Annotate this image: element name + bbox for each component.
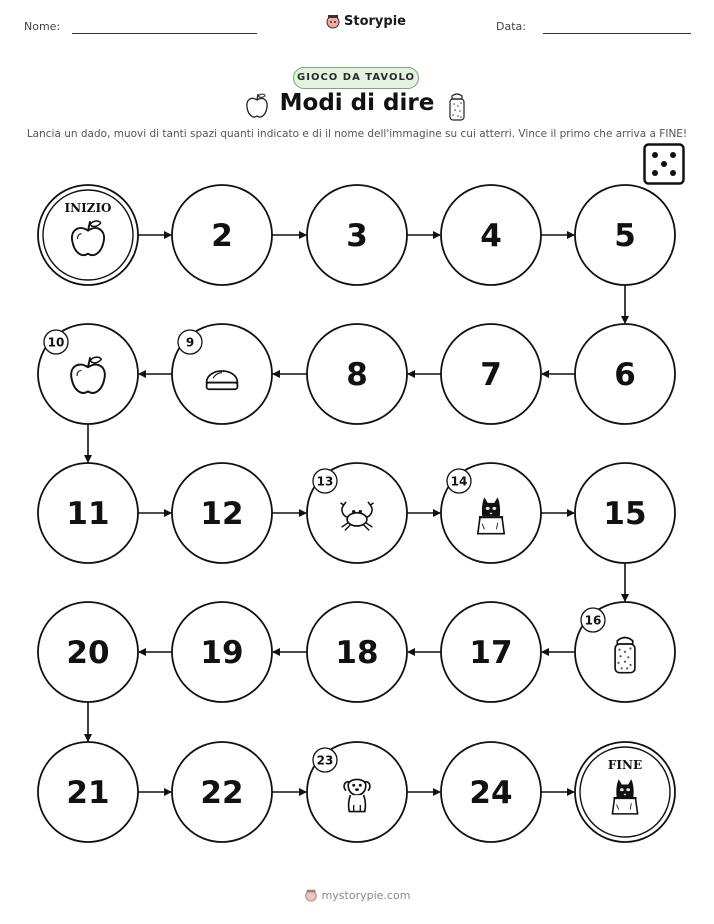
bread-roll-icon <box>207 371 238 389</box>
space-number: 16 <box>584 613 602 628</box>
space-number: 9 <box>185 335 195 350</box>
board-space-start <box>38 185 138 285</box>
board-space-16 <box>575 602 675 702</box>
space-label: FINE <box>607 758 643 772</box>
space-number: 5 <box>614 218 636 254</box>
space-number: 23 <box>316 753 334 768</box>
board-space-23 <box>307 742 407 842</box>
board-space-13 <box>307 463 407 563</box>
space-number: 19 <box>200 635 244 671</box>
page-title: Modi di dire <box>279 90 435 116</box>
category-badge: GIOCO DA TAVOLO <box>293 67 419 89</box>
brand-name: Storypie <box>344 13 406 29</box>
board-space-18 <box>307 602 407 702</box>
space-number: 7 <box>480 357 502 393</box>
storypie-mascot-icon <box>304 888 318 902</box>
footer-url[interactable]: mystorypie.com <box>321 888 411 902</box>
date-label: Data: <box>496 20 526 33</box>
space-number: 21 <box>66 775 110 811</box>
board-space-17 <box>441 602 541 702</box>
board-space-5 <box>575 185 675 285</box>
space-number: 6 <box>614 357 636 393</box>
space-number: 18 <box>335 635 379 671</box>
board-space-15 <box>575 463 675 563</box>
space-number: 24 <box>469 775 513 811</box>
board-space-3 <box>307 185 407 285</box>
board-space-7 <box>441 324 541 424</box>
board-space-9 <box>172 324 272 424</box>
space-number: 14 <box>450 474 468 489</box>
board-space-6 <box>575 324 675 424</box>
board-space-19 <box>172 602 272 702</box>
board-space-24 <box>441 742 541 842</box>
space-number: 12 <box>200 496 244 532</box>
board-space-20 <box>38 602 138 702</box>
name-label: Nome: <box>24 20 61 33</box>
space-number: 15 <box>603 496 647 532</box>
board-space-finish <box>575 742 675 842</box>
board-space-14 <box>441 463 541 563</box>
board-space-22 <box>172 742 272 842</box>
board-space-2 <box>172 185 272 285</box>
board-space-8 <box>307 324 407 424</box>
instructions-text: Lancia un dado, muovi di tanti spazi quanti indicato e di il nome dell'immagine su cui atterri. Vince il primo che arriva a FINE! <box>26 128 688 140</box>
salt-shaker-icon <box>615 638 635 673</box>
space-number: 3 <box>346 218 368 254</box>
space-number: 11 <box>66 496 110 532</box>
board-space-21 <box>38 742 138 842</box>
board-space-11 <box>38 463 138 563</box>
footer <box>0 888 714 902</box>
space-label: INIZIO <box>64 201 112 215</box>
space-number: 17 <box>469 635 513 671</box>
space-number: 4 <box>480 218 502 254</box>
space-number: 2 <box>211 218 233 254</box>
space-number: 8 <box>346 357 368 393</box>
board-space-12 <box>172 463 272 563</box>
board-space-10 <box>38 324 138 424</box>
board-space-4 <box>441 185 541 285</box>
space-number: 20 <box>66 635 110 671</box>
space-number: 22 <box>200 775 244 811</box>
space-number: 13 <box>316 474 334 489</box>
space-number: 10 <box>47 335 65 350</box>
